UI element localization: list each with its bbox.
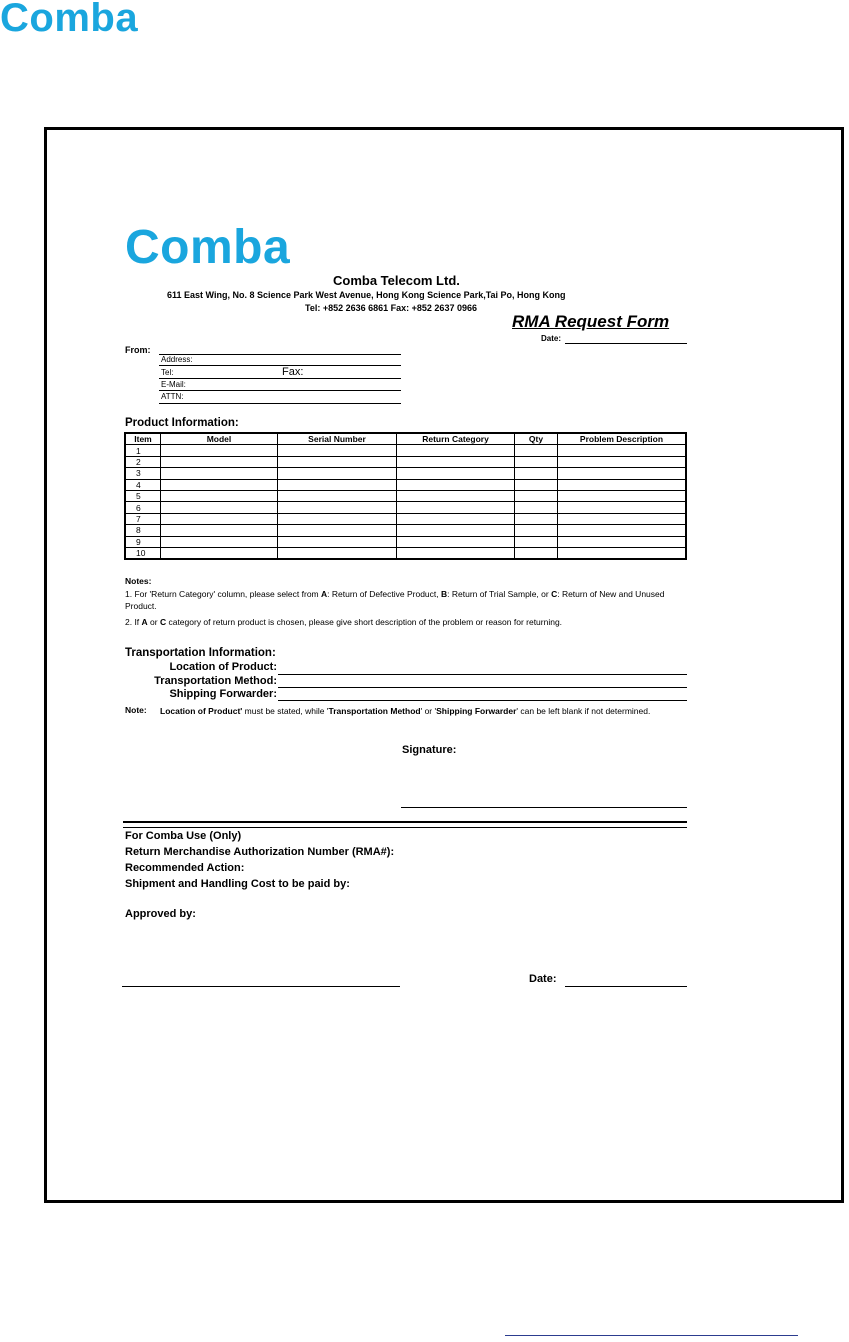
problem-cell[interactable] xyxy=(558,456,687,467)
note-2-prefix: 2. If xyxy=(125,617,142,627)
model-cell[interactable] xyxy=(161,456,278,467)
col-qty: Qty xyxy=(515,433,558,445)
category-cell[interactable] xyxy=(397,490,515,501)
qty-cell[interactable] xyxy=(515,547,558,559)
qty-cell[interactable] xyxy=(515,502,558,513)
col-item: Item xyxy=(125,433,161,445)
product-table xyxy=(124,432,687,560)
model-cell[interactable] xyxy=(161,479,278,490)
col-return-category: Return Category xyxy=(397,433,515,445)
problem-cell[interactable] xyxy=(558,479,687,490)
email-label: E-Mail: xyxy=(161,380,186,389)
item-number: 5 xyxy=(125,490,161,501)
fax-label: Fax: xyxy=(282,366,304,378)
signature-line[interactable] xyxy=(401,807,687,808)
col-model: Model xyxy=(161,433,278,445)
date-label: Date: xyxy=(541,334,562,343)
col-problem-description: Problem Description xyxy=(558,433,687,445)
note-1-c-text: : Return of New and Unused Product. xyxy=(125,589,665,611)
recommended-action-label: Recommended Action: xyxy=(125,862,245,874)
qty-cell[interactable] xyxy=(515,536,558,547)
category-cell[interactable] xyxy=(397,479,515,490)
col-serial-number: Serial Number xyxy=(278,433,397,445)
serial-cell[interactable] xyxy=(278,547,397,559)
transport-note-b1: Location of Product' xyxy=(160,706,243,716)
divider-bottom xyxy=(123,827,687,828)
category-cell[interactable] xyxy=(397,456,515,467)
item-number: 9 xyxy=(125,536,161,547)
note-2-a: A xyxy=(141,617,148,627)
serial-cell[interactable] xyxy=(278,502,397,513)
form-comba-logo: Comba xyxy=(125,221,291,274)
address-label: Address: xyxy=(161,355,193,364)
problem-cell[interactable] xyxy=(558,536,687,547)
problem-cell[interactable] xyxy=(558,547,687,559)
transport-note-b3: Shipping Forwarder xyxy=(436,706,517,716)
note-2 xyxy=(125,616,687,628)
approval-date-label: Date: xyxy=(529,973,557,985)
category-cell[interactable] xyxy=(397,547,515,559)
comba-logo: Comba xyxy=(0,0,139,40)
form-title: RMA Request Form xyxy=(512,312,670,331)
shipment-cost-label: Shipment and Handling Cost to be paid by: xyxy=(125,878,350,890)
approved-by-line[interactable] xyxy=(122,986,400,987)
category-cell[interactable] xyxy=(397,536,515,547)
signature-label: Signature: xyxy=(402,744,457,756)
date-line xyxy=(565,343,687,344)
notes-heading: Notes: xyxy=(125,576,152,586)
problem-cell[interactable] xyxy=(558,468,687,479)
table-row xyxy=(125,490,686,501)
company-name: Comba Telecom Ltd. xyxy=(333,273,460,288)
note-1-b-text: : Return of Trial Sample, or xyxy=(447,589,552,599)
company-contact: Tel: +852 2636 6861 Fax: +852 2637 0966 xyxy=(305,303,477,313)
qty-cell[interactable] xyxy=(515,468,558,479)
serial-cell[interactable] xyxy=(278,445,397,456)
table-row xyxy=(125,536,686,547)
transport-note-t1: must be stated, while ' xyxy=(242,706,329,716)
company-address: 611 East Wing, No. 8 Science Park West Avenue, Hong Kong Science Park,Tai Po, Hong Kong xyxy=(167,290,566,300)
note-1-prefix: 1. For 'Return Category' column, please select from xyxy=(125,589,321,599)
note-2-c: C xyxy=(159,617,167,627)
model-cell[interactable] xyxy=(161,445,278,456)
item-number: 6 xyxy=(125,502,161,513)
note-2-text: category of return product is chosen, please give short description of the problem or reason for returning. xyxy=(166,617,563,627)
transport-heading: Transportation Information: xyxy=(125,647,276,659)
method-label: Transportation Method: xyxy=(154,675,277,687)
item-number: 7 xyxy=(125,513,161,524)
model-cell[interactable] xyxy=(161,525,278,536)
qty-cell[interactable] xyxy=(515,479,558,490)
attn-label: ATTN: xyxy=(161,392,184,401)
location-line[interactable] xyxy=(278,674,687,675)
table-row xyxy=(125,513,686,524)
model-cell[interactable] xyxy=(161,513,278,524)
comba-use-heading: For Comba Use (Only) xyxy=(125,830,242,842)
serial-cell[interactable] xyxy=(278,479,397,490)
item-number: 1 xyxy=(125,445,161,456)
qty-cell[interactable] xyxy=(515,490,558,501)
note-1 xyxy=(125,588,687,612)
address-line xyxy=(159,365,401,366)
attn-line xyxy=(159,403,401,404)
forwarder-label: Shipping Forwarder: xyxy=(169,688,277,700)
category-cell[interactable] xyxy=(397,525,515,536)
qty-cell[interactable] xyxy=(515,456,558,467)
method-line[interactable] xyxy=(278,687,687,688)
qty-cell[interactable] xyxy=(515,445,558,456)
model-cell[interactable] xyxy=(161,547,278,559)
table-row xyxy=(125,456,686,467)
qty-cell[interactable] xyxy=(515,525,558,536)
model-cell[interactable] xyxy=(161,502,278,513)
category-cell[interactable] xyxy=(397,502,515,513)
table-row xyxy=(125,525,686,536)
model-cell[interactable] xyxy=(161,468,278,479)
transport-note xyxy=(160,705,687,717)
approved-by-label: Approved by: xyxy=(125,908,196,920)
approval-date-line[interactable] xyxy=(565,986,687,987)
email-line xyxy=(159,390,401,391)
transport-note-b2: Transportation Method xyxy=(328,706,421,716)
model-cell[interactable] xyxy=(161,536,278,547)
serial-cell[interactable] xyxy=(278,525,397,536)
from-line xyxy=(159,354,401,355)
problem-cell[interactable] xyxy=(558,490,687,501)
transport-note-t3: ' can be left blank if not determined. xyxy=(516,706,651,716)
problem-cell[interactable] xyxy=(558,525,687,536)
note-2-or: or xyxy=(147,617,160,627)
rma-form-image xyxy=(44,127,844,1203)
problem-cell[interactable] xyxy=(558,445,687,456)
forwarder-line[interactable] xyxy=(278,700,687,701)
item-number: 8 xyxy=(125,525,161,536)
serial-cell[interactable] xyxy=(278,468,397,479)
model-cell[interactable] xyxy=(161,490,278,501)
tel-label: Tel: xyxy=(161,368,174,377)
table-row xyxy=(125,479,686,490)
item-number: 4 xyxy=(125,479,161,490)
serial-cell[interactable] xyxy=(278,490,397,501)
table-row xyxy=(125,445,686,456)
table-row xyxy=(125,502,686,513)
product-table-header xyxy=(125,433,686,445)
location-label: Location of Product: xyxy=(169,661,277,673)
table-row xyxy=(125,547,686,559)
serial-cell[interactable] xyxy=(278,456,397,467)
rma-number-label: Return Merchandise Authorization Number (RMA#): xyxy=(125,846,395,858)
product-info-heading: Product Information: xyxy=(125,417,239,429)
from-label: From: xyxy=(125,345,151,355)
note-1-b: B xyxy=(441,589,448,599)
transport-note-label: Note: xyxy=(125,705,147,715)
category-cell[interactable] xyxy=(397,468,515,479)
footer-line xyxy=(505,1335,798,1336)
category-cell[interactable] xyxy=(397,513,515,524)
divider-top xyxy=(123,821,687,823)
serial-cell[interactable] xyxy=(278,536,397,547)
note-1-a-text: : Return of Defective Product, xyxy=(327,589,441,599)
tel-line xyxy=(159,378,401,379)
item-number: 10 xyxy=(125,547,161,559)
note-1-a: A xyxy=(321,589,328,599)
problem-cell[interactable] xyxy=(558,513,687,524)
problem-cell[interactable] xyxy=(558,502,687,513)
category-cell[interactable] xyxy=(397,445,515,456)
item-number: 3 xyxy=(125,468,161,479)
item-number: 2 xyxy=(125,456,161,467)
table-row xyxy=(125,468,686,479)
transport-note-t2: ' or ' xyxy=(420,706,437,716)
qty-cell[interactable] xyxy=(515,513,558,524)
serial-cell[interactable] xyxy=(278,513,397,524)
note-1-c: C xyxy=(551,589,558,599)
